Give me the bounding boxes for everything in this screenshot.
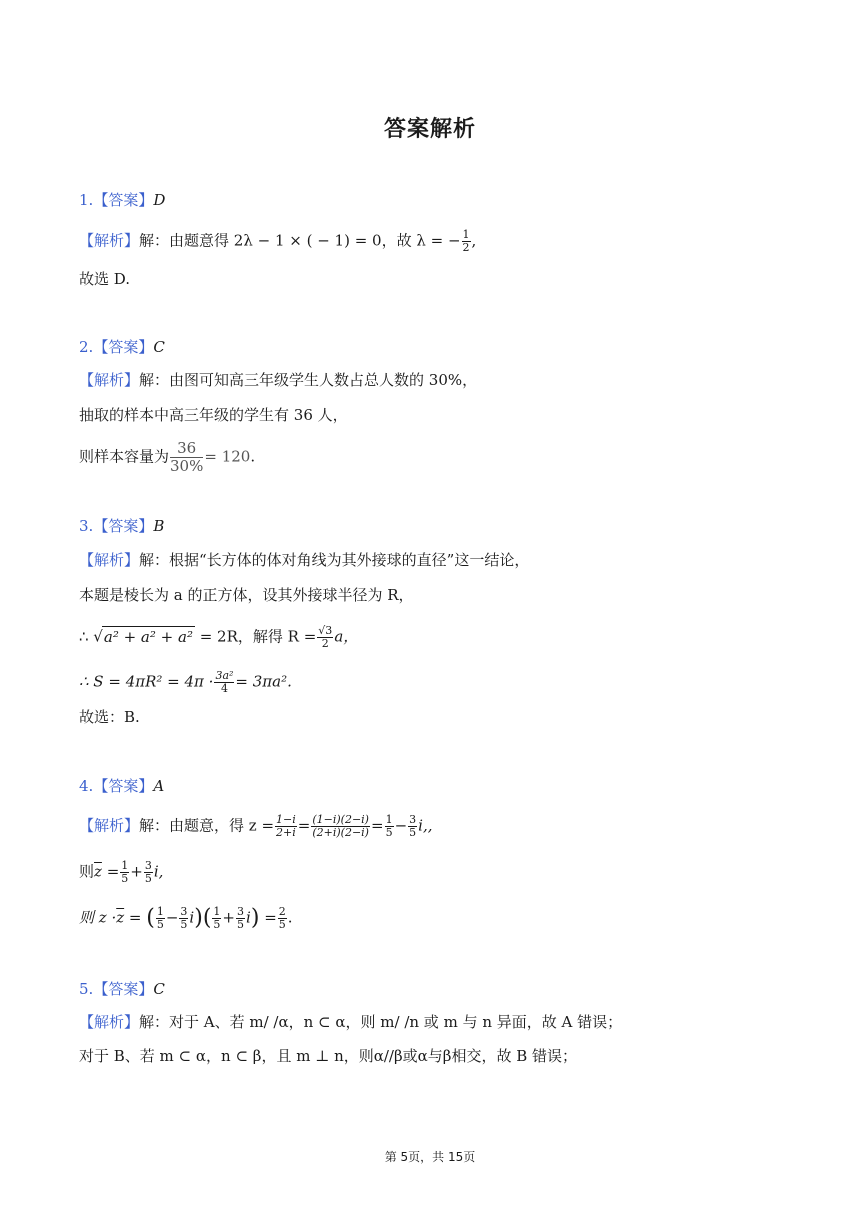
q3-l3-root: ∴ √ <box>79 627 103 646</box>
q5-analysis-line2: 对于 B、若 m ⊂ α，n ⊂ β，且 m ⊥ n，则α//β或α与β相交，故 B 错误； <box>79 1047 578 1065</box>
q4-l1-eq2: = <box>370 816 384 835</box>
q4-frac1 <box>275 814 297 839</box>
q5-analysis-tag: 【解析】 <box>79 1013 140 1031</box>
q4-l3-frac4 <box>236 906 245 931</box>
q3-frac1-den: 2 <box>321 637 329 650</box>
q4-frac2-num: (1−i)(2−i) <box>312 813 369 826</box>
q4-l2-frac1 <box>120 860 129 885</box>
q2-frac-num: 36 <box>170 440 203 458</box>
q1-analysis-line1 <box>79 229 476 254</box>
q2-frac-den: 30% <box>170 457 204 475</box>
q3-number: 3. <box>79 517 94 535</box>
q3-answer-line <box>79 516 164 536</box>
q5-answer-tag: 【答案】 <box>93 980 154 998</box>
q3-analysis-line2: 本题是棱长为 a 的正方体，设其外接球半径为 R， <box>79 586 414 604</box>
q4-analysis-line2 <box>79 860 163 885</box>
q4-analysis-line3 <box>79 906 293 931</box>
q3-analysis-tag: 【解析】 <box>79 551 140 569</box>
q4-l3-dot: . <box>287 908 293 927</box>
q3-l3-post: a， <box>334 627 359 646</box>
q2-number: 2. <box>79 338 94 356</box>
q3-analysis-line5: 故选：B. <box>79 708 140 726</box>
q2-fraction <box>170 440 203 475</box>
q3-answer: B <box>153 517 165 535</box>
page-footer: 第 5页，共 15页 <box>384 1150 476 1164</box>
q4-paren-close-2: ) <box>250 905 260 931</box>
q1-answer: D <box>153 191 166 209</box>
q4-l2-pre: 则 <box>79 862 95 881</box>
q4-l1-post: i,, <box>418 816 433 835</box>
q3-fraction2 <box>214 670 234 695</box>
q4-l3-result-den: 5 <box>278 918 286 931</box>
q3-l4-post: = 3πa². <box>235 672 292 691</box>
q4-l3-pre: 则 z · <box>79 908 117 927</box>
q4-l3-frac2-num: 3 <box>180 905 188 918</box>
q4-l3-frac1 <box>156 906 165 931</box>
q4-answer-tag: 【答案】 <box>93 777 154 795</box>
q4-analysis-line1 <box>79 814 432 839</box>
q4-paren-open-2: ( <box>202 905 212 931</box>
q4-paren-open-1: ( <box>146 905 155 931</box>
q4-l3-frac3 <box>212 906 221 931</box>
q1-answer-tag: 【答案】 <box>93 191 154 209</box>
q2-l3-text: 则样本容量为 <box>79 447 170 466</box>
q1-analysis-tag: 【解析】 <box>79 231 140 250</box>
q5-answer: C <box>153 980 165 998</box>
page-title: 答案解析 <box>383 117 476 142</box>
q3-frac2-num: 3a² <box>215 669 234 682</box>
q5-answer-line <box>79 979 165 999</box>
q4-frac2 <box>311 814 370 839</box>
q3-analysis-line3 <box>79 625 358 650</box>
q4-l3-i1: i <box>189 908 195 927</box>
q4-frac3-num: 1 <box>385 813 393 826</box>
q4-l2-frac1-den: 5 <box>121 872 129 885</box>
q4-l3-eq2: = <box>264 908 277 927</box>
q1-answer-line <box>79 190 165 210</box>
q4-l2-frac2-den: 5 <box>144 872 152 885</box>
q4-l2-post: i, <box>153 862 164 881</box>
q2-analysis-line2: 抽取的样本中高三年级的学生有 36 人， <box>79 406 348 424</box>
q4-frac3-den: 5 <box>385 826 393 839</box>
q4-l3-frac4-den: 5 <box>237 918 244 931</box>
q4-l1-text: 解：由题意，得 z = <box>139 816 275 835</box>
q4-l1-minus: − <box>394 816 408 835</box>
q3-l3-mid: = 2R，解得 R = <box>194 627 317 646</box>
q4-number: 4. <box>79 777 94 795</box>
q3-frac1-num: √3 <box>318 624 333 637</box>
q2-l3-result: = 120 <box>204 447 251 466</box>
q5-number: 5. <box>79 980 94 998</box>
q3-l4-text: ∴ S = 4πR² = 4π · <box>79 672 214 691</box>
q3-l1-text: 解：根据“长方体的体对角线为其外接球的直径”这一结论， <box>139 551 530 569</box>
q4-l3-frac2 <box>179 906 188 931</box>
q2-answer: C <box>153 338 165 356</box>
q1-l1-post: , <box>471 231 477 250</box>
q4-frac4 <box>408 814 417 839</box>
q4-frac4-num: 3 <box>409 813 417 826</box>
q5-analysis-line1 <box>79 1012 622 1032</box>
q4-l1-eq1: = <box>297 816 311 835</box>
q4-l3-frac1-num: 1 <box>156 905 164 918</box>
q1-frac-den: 2 <box>462 241 470 254</box>
q4-analysis-tag: 【解析】 <box>79 816 140 835</box>
q4-l3-frac1-den: 5 <box>156 918 164 931</box>
q4-frac1-den: 2+i <box>276 826 296 839</box>
q2-analysis-line3 <box>79 440 255 475</box>
q3-analysis-line1 <box>79 550 529 570</box>
q1-fraction <box>462 229 471 254</box>
q4-l3-frac2-den: 5 <box>180 918 188 931</box>
q4-l3-zbar: $\overline{z}$ <box>116 908 125 927</box>
q4-frac3 <box>385 814 394 839</box>
q4-l3-frac4-num: 3 <box>237 905 244 918</box>
q4-l2-eq: = <box>101 862 120 881</box>
q2-answer-tag: 【答案】 <box>93 338 154 356</box>
q1-number: 1. <box>79 191 94 209</box>
q4-l3-result <box>278 906 287 931</box>
q4-l2-frac2 <box>144 860 153 885</box>
q4-l2-plus: + <box>130 862 143 881</box>
q3-fraction1 <box>317 625 333 650</box>
q4-l2-frac2-num: 3 <box>144 859 152 872</box>
q4-l3-frac3-den: 5 <box>213 918 221 931</box>
q4-answer: A <box>153 777 165 795</box>
q3-l3-radicand: a² + a² + a² <box>103 627 193 646</box>
q1-frac-num: 1 <box>462 228 470 241</box>
q4-l3-result-num: 2 <box>278 905 286 918</box>
q2-l3-end: . <box>250 447 256 466</box>
q4-paren-close-1: ) <box>194 905 203 931</box>
q4-l3-i2: i <box>246 908 251 927</box>
q2-analysis-line1 <box>79 370 477 390</box>
q4-frac4-den: 5 <box>409 826 417 839</box>
q1-l1-text: 解：由题意得 2λ − 1 × ( − 1) = 0，故 λ = − <box>139 231 461 250</box>
q1-analysis-line2: 故选 D. <box>79 270 131 288</box>
q4-l2-zbar: $\overline{z}$ <box>94 862 102 881</box>
q2-l1-text: 解：由图可知高三年级学生人数占总人数的 30%， <box>139 371 478 389</box>
q3-analysis-line4 <box>79 670 292 695</box>
q2-analysis-tag: 【解析】 <box>79 371 140 389</box>
q4-l3-minus: − <box>165 908 179 927</box>
q5-l1-text: 解：对于 A、若 m/ /α，n ⊂ α，则 m/ /n 或 m 与 n 异面，故 A 错误； <box>139 1013 623 1031</box>
q3-frac2-den: 4 <box>220 682 228 695</box>
q4-answer-line <box>79 776 164 796</box>
q3-answer-tag: 【答案】 <box>93 517 154 535</box>
q4-frac2-den: (2+i)(2−i) <box>312 826 369 839</box>
q2-answer-line <box>79 337 165 357</box>
q4-l3-eq: = <box>124 908 142 927</box>
q4-l2-frac1-num: 1 <box>121 859 129 872</box>
q4-l3-plus: + <box>222 908 235 927</box>
q4-l3-frac3-num: 1 <box>213 905 221 918</box>
q4-frac1-num: 1−i <box>276 813 296 826</box>
